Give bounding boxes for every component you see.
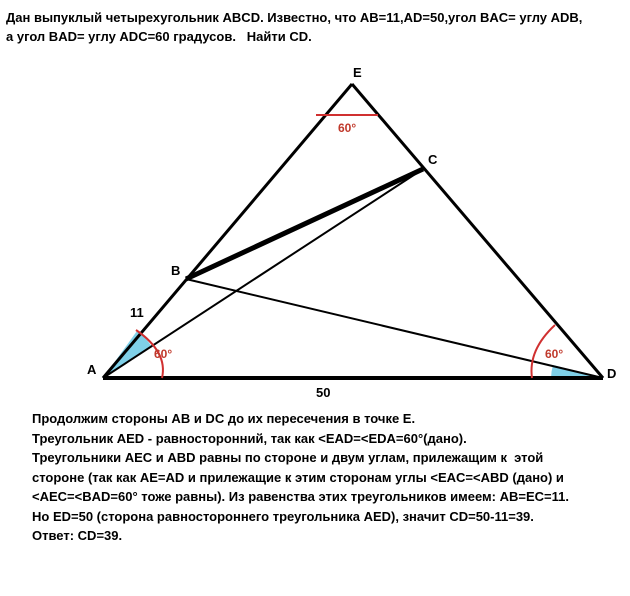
angle-label-d: 60° [545,347,564,361]
solution-line-3: Треугольники AEC и ABD равны по стороне и двум углам, прилежащим к этой [32,450,544,465]
answer-line: Ответ: CD=39. [32,528,123,543]
solution-line-2: Треугольник AED - равносторонний, так как <EAD=<EDA=60°(дано). [32,430,467,446]
angle-label-e: 60° [338,121,357,135]
problem-line-2: а угол BAD= углу ADC=60 градусов. Найти CD. [6,29,312,44]
length-label-ad: 50 [316,385,331,400]
angle-label-a: 60° [154,347,173,361]
point-label-b: B [171,263,181,278]
solution-line-1: Продолжим стороны AB и DC до их пересечения в точке E. [32,411,416,426]
problem-line-1: Дан выпуклый четырехугольник ABCD. Известно, что AB=11,AD=50,угол BAC= углу ADB, [6,10,583,25]
point-label-d: D [607,366,617,381]
point-label-c: C [428,152,438,167]
diagonal-ac [103,169,423,378]
length-label-ab: 11 [130,305,144,320]
solution-line-6: Но ED=50 (сторона равностороннего треугольника AED), значит CD=50-11=39. [32,508,534,524]
side-ed [352,84,603,378]
point-label-e: E [353,65,362,80]
diagonal-bd [186,279,603,378]
side-bc [186,169,423,279]
solution-line-4: стороне (так как AE=AD и прилежащие к этим сторонам углы <EAC=<ABD (дано) и [32,469,564,485]
solution-text [32,409,622,546]
solution-line-5: <AEC=<BAD=60° тоже равны). Из равенства этих треугольников имеем: AB=EC=11. [32,489,569,504]
point-label-a: A [87,362,97,377]
